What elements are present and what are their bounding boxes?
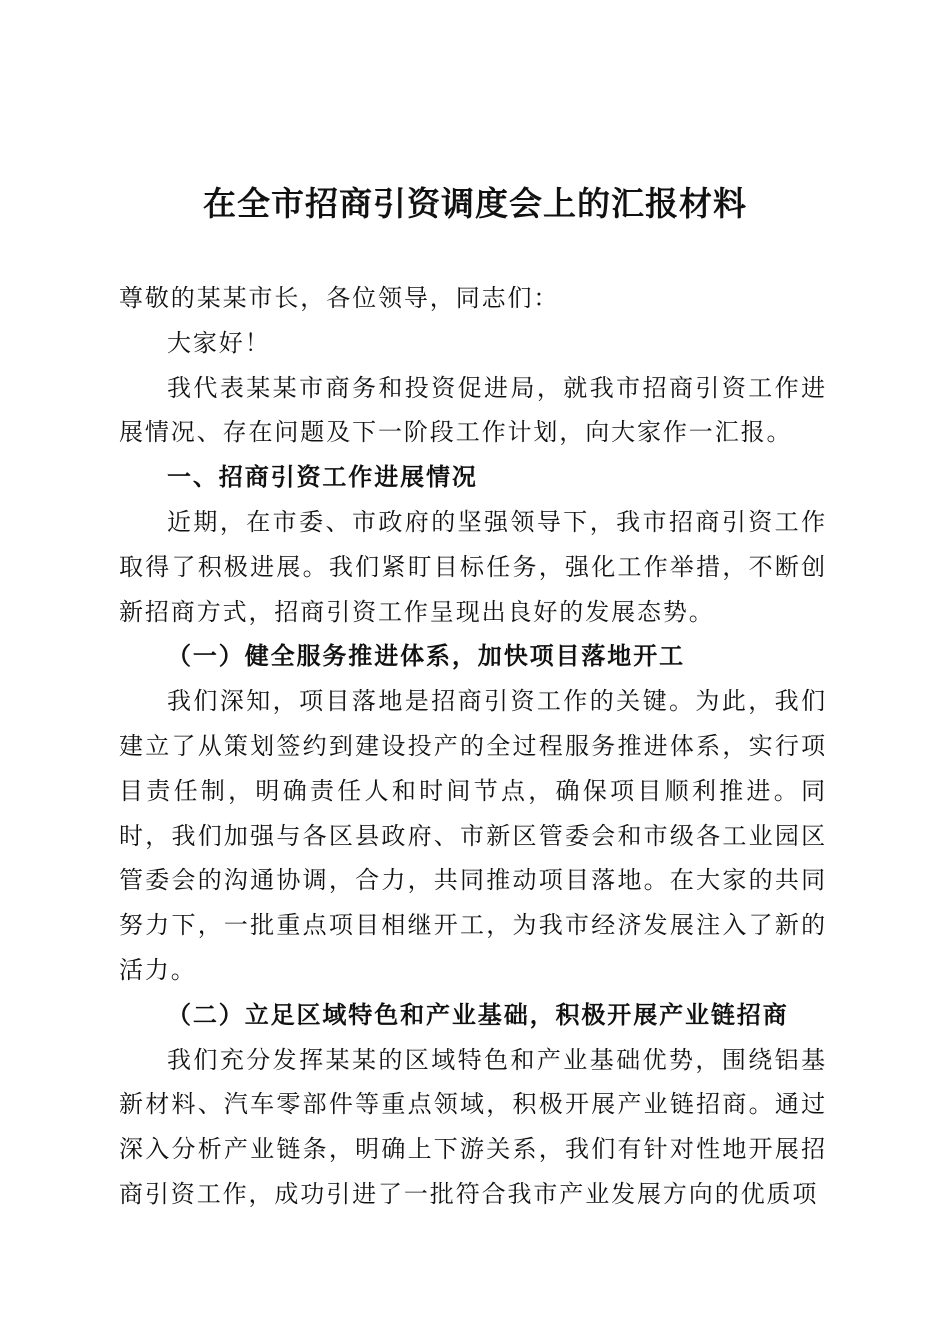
intro-paragraph: 我代表某某市商务和投资促进局，就我市招商引资工作进展情况、存在问题及下一阶段工作计划，向大家作一汇报。 <box>119 373 827 447</box>
document-body <box>119 276 827 1217</box>
subsection-heading-2: （二）立足区域特色和产业基础，积极开展产业链招商 <box>167 999 789 1029</box>
document-title: 在全市招商引资调度会上的汇报材料 <box>203 184 747 223</box>
salutation: 尊敬的某某市长，各位领导，同志们： <box>119 284 560 312</box>
greeting: 大家好！ <box>167 328 271 357</box>
section-heading-1: 一、招商引资工作进展情况 <box>167 463 478 492</box>
section-paragraph-1: 近期，在市委、市政府的坚强领导下，我市招商引资工作取得了积极进展。我们紧盯目标任务，强化工作举措，不断创新招商方式，招商引资工作呈现出良好的发展态势。 <box>119 507 827 626</box>
subsection-heading-1: （一）健全服务推进体系，加快项目落地开工 <box>167 641 685 671</box>
subsection-paragraph-2: 我们充分发挥某某的区域特色和产业基础优势，围绕铝基新材料、汽车零部件等重点领域，积极开展产业链招商。通过深入分析产业链条，明确上下游关系，我们有针对性地开展招商引资工作，成功引进了一批符合我市产业发展方向的优质项 <box>119 1045 827 1208</box>
subsection-paragraph-1: 我们深知，项目落地是招商引资工作的关键。为此，我们建立了从策划签约到建设投产的全过程服务推进体系，实行项目责任制，明确责任人和时间节点，确保项目顺利推进。同时，我们加强与各区县政府、市新区管委会和市级各工业园区管委会的沟通协调，合力，共同推动项目落地。在大家的共同努力下，一批重点项目相继开工，为我市经济发展注入了新的活力。 <box>119 687 827 984</box>
